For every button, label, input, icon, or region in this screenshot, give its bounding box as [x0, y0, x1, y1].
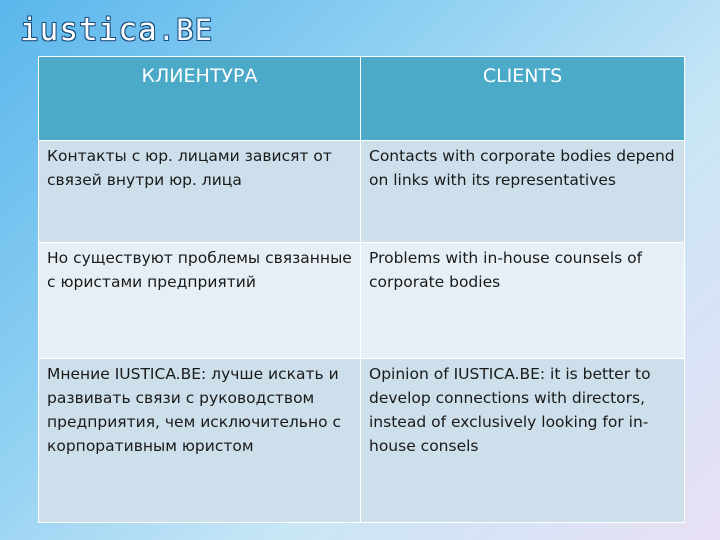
table-row	[39, 243, 685, 359]
comparison-table	[38, 56, 685, 523]
cell-russian: Но существуют проблемы связанные с юристами предприятий	[39, 243, 361, 359]
cell-english: Problems with in-house counsels of corporate bodies	[361, 243, 685, 359]
table-row	[39, 141, 685, 243]
logo-suffix: .BE	[157, 13, 214, 47]
cell-english: Opinion of IUSTICA.BE: it is better to develop connections with directors, instead of exclusively looking for in-house consels	[361, 359, 685, 523]
logo-word: iustica	[20, 12, 158, 48]
table-row	[39, 359, 685, 523]
header-russian: КЛИЕНТУРА	[39, 57, 361, 141]
cell-russian: Контакты с юр. лицами зависят от связей внутри юр. лица	[39, 141, 361, 243]
logo	[20, 12, 213, 48]
cell-english: Contacts with corporate bodies depend on links with its representatives	[361, 141, 685, 243]
header-english: CLIENTS	[361, 57, 685, 141]
table-header-row	[39, 57, 685, 141]
cell-russian: Мнение IUSTICA.BE: лучше искать и развивать связи с руководством предприятия, чем исключительно с корпоративным юристом	[39, 359, 361, 523]
